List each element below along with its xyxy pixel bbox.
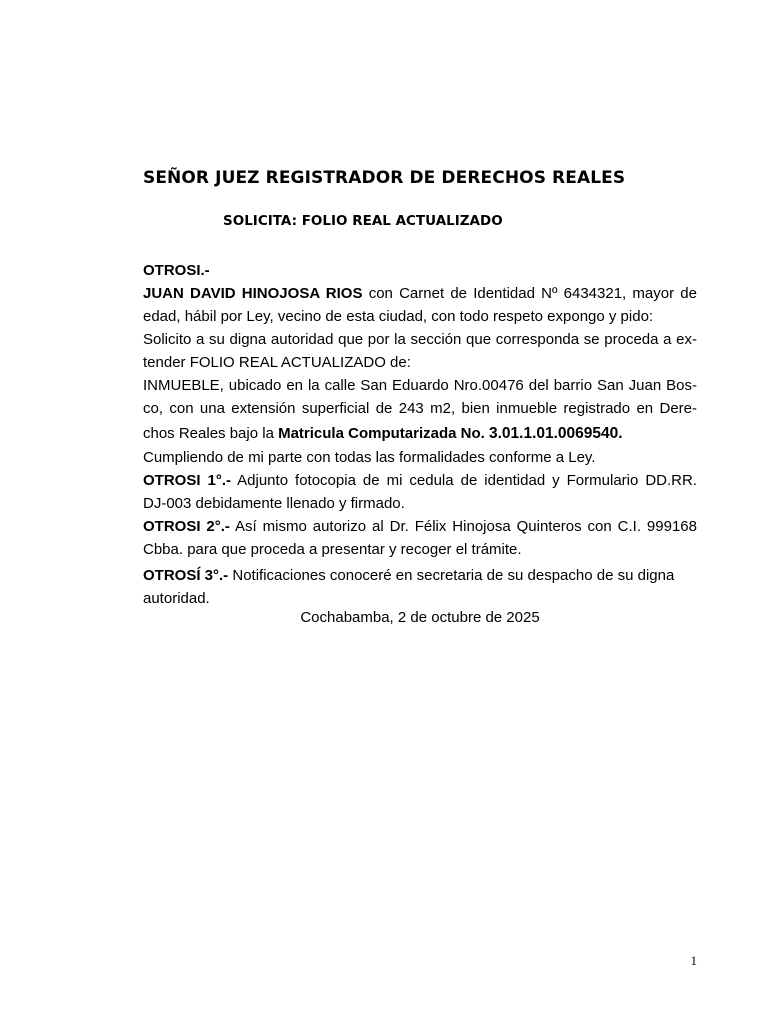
- otrosi-1-label: OTROSI 1°.-: [143, 472, 231, 489]
- otrosi-3-line-2: autoridad.: [143, 590, 210, 607]
- body-line-6: co, con una extensión superficial de 243 m2, bien inmueble registrado en Dere-: [143, 400, 697, 417]
- otrosi-2-label: OTROSI 2°.-: [143, 518, 230, 535]
- request-subject: SOLICITA: FOLIO REAL ACTUALIZADO: [223, 213, 503, 229]
- otrosi-2-line-2: Cbba. para que proceda a presentar y recoger el trámite.: [143, 541, 522, 558]
- otrosi-2-text: Así mismo autorizo al Dr. Félix Hinojosa Quinteros con C.I. 999168: [229, 518, 697, 535]
- otrosi-2-line-1: [143, 515, 697, 538]
- document-title: SEÑOR JUEZ REGISTRADOR DE DERECHOS REALES: [143, 168, 626, 188]
- document-body: [143, 259, 697, 610]
- body-line-7: [143, 421, 697, 446]
- otrosi-heading: OTROSI.-: [143, 262, 210, 279]
- otrosi-1-line-2: DJ-003 debidamente llenado y firmado.: [143, 495, 405, 512]
- otrosi-3-line-1: [143, 564, 697, 587]
- body-line-3: Solicito a su digna autoridad que por la sección que corresponda se proceda a ex-: [143, 331, 697, 348]
- applicant-name: JUAN DAVID HINOJOSA RIOS: [143, 285, 363, 302]
- otrosi-1-text: Adjunto fotocopia de mi cedula de identidad y Formulario DD.RR.: [231, 472, 697, 489]
- body-line-4: tender FOLIO REAL ACTUALIZADO de:: [143, 354, 411, 371]
- body-line-7-text: chos Reales bajo la: [143, 425, 279, 442]
- otrosi-3-label: OTROSÍ 3°.-: [143, 567, 229, 584]
- body-line-1-text: con Carnet de Identidad Nº 6434321, mayor de: [362, 285, 697, 302]
- body-line-5: INMUEBLE, ubicado en la calle San Eduardo Nro.00476 del barrio San Juan Bos-: [143, 377, 697, 394]
- body-line-1: [143, 282, 697, 305]
- matricula-label: Matricula Computarizada No.: [278, 425, 489, 442]
- matricula-number: 3.01.1.01.0069540.: [488, 425, 623, 442]
- page-number: 1: [690, 953, 697, 968]
- place-and-date: Cochabamba, 2 de octubre de 2025: [300, 609, 540, 626]
- otrosi-3-text: Notificaciones conoceré en secretaria de su despacho de su digna: [228, 567, 675, 584]
- body-line-2: edad, hábil por Ley, vecino de esta ciudad, con todo respeto expongo y pido:: [143, 308, 654, 325]
- otrosi-1-line-1: [143, 469, 697, 492]
- body-line-8: Cumpliendo de mi parte con todas las formalidades conforme a Ley.: [143, 449, 596, 466]
